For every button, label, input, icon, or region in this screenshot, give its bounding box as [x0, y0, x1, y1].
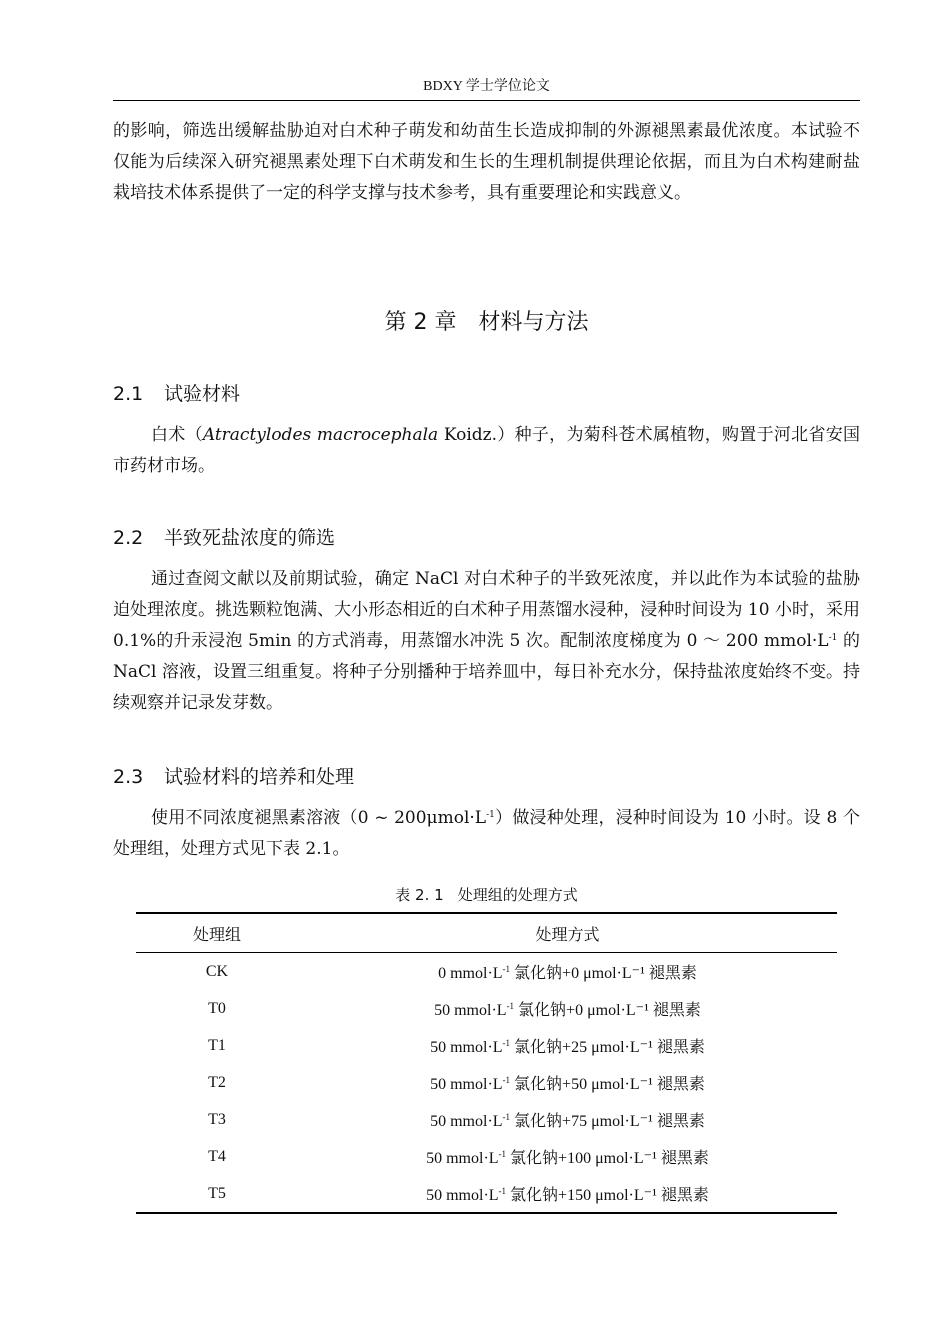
group-cell: T1 — [208, 1036, 226, 1054]
superscript: -1 — [506, 1001, 515, 1011]
section-number: 2.3 — [113, 766, 144, 788]
text-run: 50 mmol·L — [426, 1150, 499, 1167]
latin-name: Atractylodes macrocephala — [202, 425, 439, 445]
text-run: 50 mmol·L — [426, 1187, 499, 1204]
section-2-1-heading — [113, 379, 860, 406]
table-caption-title: 处理组的处理方式 — [457, 886, 578, 904]
group-cell: T0 — [208, 999, 226, 1017]
superscript: -1 — [502, 964, 511, 974]
section-2-2-paragraph — [113, 564, 860, 719]
group-cell: T3 — [208, 1110, 226, 1128]
method-cell — [298, 990, 837, 1027]
section-title: 半致死盐浓度的筛选 — [164, 527, 336, 549]
text-run: 氯化钠+50 μmol·L⁻¹ 褪黑素 — [510, 1076, 705, 1093]
table-row — [136, 1101, 837, 1138]
superscript: -1 — [502, 1038, 511, 1048]
superscript: -1 — [498, 1149, 507, 1159]
text-run: ）做浸种处理，浸种时间设为 10 小时。设 8 个处理组，处理方式见下表 2.1。 — [113, 808, 860, 859]
superscript: -1 — [828, 633, 838, 643]
table-row — [136, 990, 837, 1027]
section-2-3-heading — [113, 762, 860, 789]
group-cell: T4 — [208, 1147, 226, 1165]
text-run: 50 mmol·L — [430, 1076, 503, 1093]
section-2-2-heading — [113, 523, 860, 550]
table-row — [136, 1175, 837, 1213]
superscript: -1 — [502, 1112, 511, 1122]
text-run: 白术（ — [151, 425, 203, 445]
table-header-row — [136, 913, 837, 953]
section-number: 2.2 — [113, 527, 144, 549]
section-number: 2.1 — [113, 383, 144, 405]
section-2-3-paragraph — [113, 803, 860, 865]
header-rule — [113, 100, 860, 101]
chapter-title: 第 2 章 材料与方法 — [384, 310, 589, 335]
text-run: 氯化钠+75 μmol·L⁻¹ 褪黑素 — [510, 1113, 705, 1130]
text-run: 0 mmol·L — [438, 965, 503, 982]
text-run: 氯化钠+0 μmol·L⁻¹ 褪黑素 — [514, 1002, 701, 1019]
page-header: BDXY 学士学位论文 — [423, 79, 550, 94]
table-row — [136, 953, 837, 991]
method-cell — [298, 1027, 837, 1064]
superscript: -1 — [498, 1186, 507, 1196]
table-row — [136, 1027, 837, 1064]
text-run: 的 NaCl 溶液，设置三组重复。将种子分别播种于培养皿中，每日补充水分，保持盐浓度始终不变。持续观察并记录发芽数。 — [113, 631, 860, 713]
method-cell — [298, 1138, 837, 1175]
treatment-table — [136, 912, 837, 1214]
column-header: 处理方式 — [298, 913, 837, 953]
text-run: 氯化钠+0 μmol·L⁻¹ 褪黑素 — [510, 965, 697, 982]
group-cell: T2 — [208, 1073, 226, 1091]
text-run: 氯化钠+100 μmol·L⁻¹ 褪黑素 — [506, 1150, 709, 1167]
method-cell — [298, 1101, 837, 1138]
group-cell: CK — [205, 962, 229, 980]
method-cell — [298, 1064, 837, 1101]
intro-paragraph: 的影响，筛选出缓解盐胁迫对白术种子萌发和幼苗生长造成抑制的外源褪黑素最优浓度。本试验不仅能为后续深入研究褪黑素处理下白术萌发和生长的生理机制提供理论依据，而且为白术构建耐盐栽培技术体系提供了一定的科学支撑与技术参考，具有重要理论和实践意义。 — [113, 121, 860, 203]
text-run: 50 mmol·L — [430, 1039, 503, 1056]
text-run: Koidz.）种子，为菊科苍术属植物，购置于河北省安国市药材市场。 — [113, 425, 861, 476]
section-title: 试验材料 — [164, 383, 241, 405]
text-run: 氯化钠+150 μmol·L⁻¹ 褪黑素 — [506, 1187, 709, 1204]
table-caption — [113, 884, 860, 905]
section-title: 试验材料的培养和处理 — [164, 766, 355, 788]
text-run: 通过查阅文献以及前期试验，确定 NaCl 对白术种子的半致死浓度，并以此作为本试验的盐胁迫处理浓度。挑选颗粒饱满、大小形态相近的白术种子用蒸馏水浸种，浸种时间设为 10 小时，采用 0.1%的升汞浸泡 5min 的方式消毒，用蒸馏水冲洗 5 次。配制浓度梯度为 0 ～ 200 mmol·L — [113, 569, 860, 651]
table-row — [136, 1064, 837, 1101]
superscript: -1 — [486, 810, 495, 820]
group-cell: T5 — [136, 1175, 298, 1213]
text-run: 50 mmol·L — [430, 1113, 503, 1130]
text-run: 50 mmol·L — [434, 1002, 507, 1019]
column-header: 处理组 — [136, 913, 298, 953]
text-run: 使用不同浓度褪黑素溶液（0 ~ 200μmol·L — [151, 808, 487, 828]
method-cell — [298, 1175, 837, 1213]
superscript: -1 — [502, 1075, 511, 1085]
text-run: 氯化钠+25 μmol·L⁻¹ 褪黑素 — [510, 1039, 705, 1056]
method-cell — [298, 953, 837, 991]
table-caption-number: 表 2. 1 — [395, 886, 444, 904]
table-row — [136, 1138, 837, 1175]
section-2-1-paragraph — [113, 420, 860, 482]
